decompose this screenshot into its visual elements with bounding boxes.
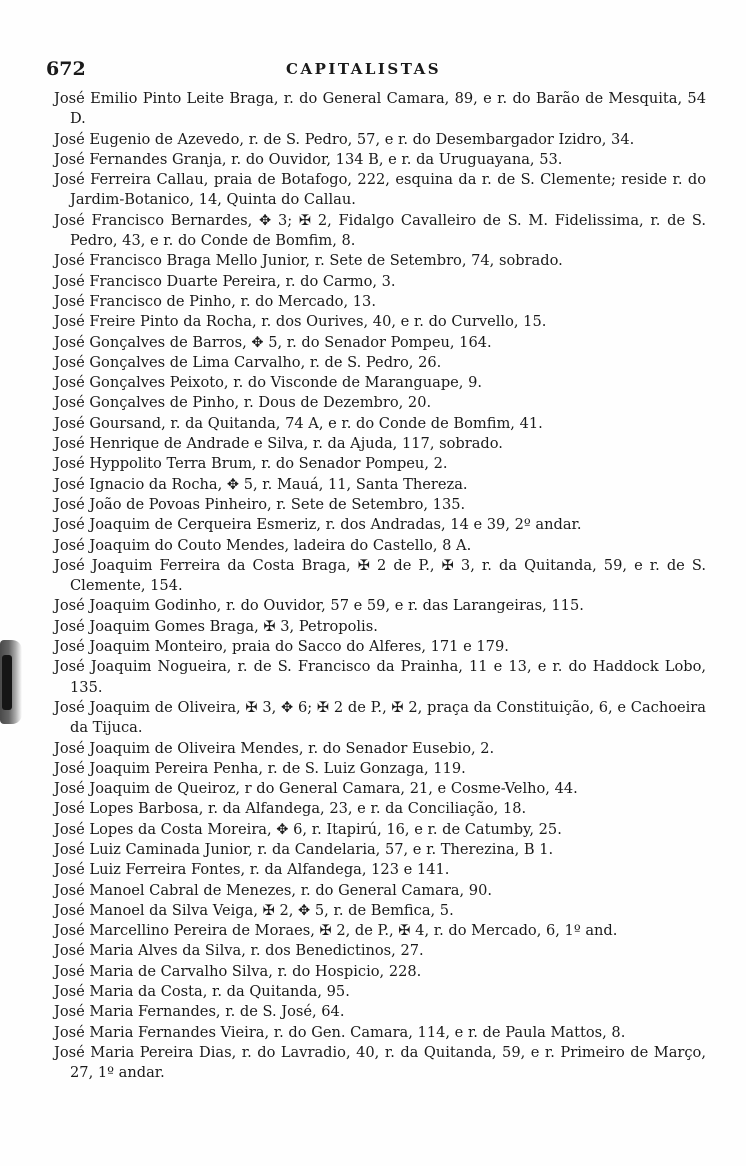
- directory-entry: José Maria Pereira Dias, r. do Lavradio, 40, r. da Quitanda, 59, e r. Primeiro de Março, 27, 1º andar.: [54, 1043, 706, 1082]
- directory-entry: José Gonçalves de Pinho, r. Dous de Dezembro, 20.: [54, 394, 432, 412]
- directory-entry: José Lopes da Costa Moreira, ✥ 6, r. Itapirú, 16, e r. de Catumby, 25.: [54, 820, 562, 838]
- directory-entry: José Marcellino Pereira de Moraes, ✠ 2, de P., ✠ 4, r. do Mercado, 6, 1º and.: [54, 922, 618, 940]
- directory-entry: José Luiz Caminada Junior, r. da Candelaria, 57, e r. Therezina, B 1.: [54, 840, 554, 858]
- running-title: CAPITALISTAS: [286, 60, 442, 78]
- directory-entry: José Gonçalves Peixoto, r. do Visconde de Maranguape, 9.: [54, 374, 482, 392]
- directory-entry: José Goursand, r. da Quitanda, 74 A, e r. do Conde de Bomfim, 41.: [54, 414, 543, 432]
- directory-entry: José Joaquim do Couto Mendes, ladeira do Castello, 8 A.: [54, 536, 472, 554]
- directory-entry: José Joaquim Godinho, r. do Ouvidor, 57 e 59, e r. das Larangeiras, 115.: [54, 597, 584, 615]
- page-header: [46, 58, 696, 82]
- directory-entries: [54, 89, 706, 1084]
- directory-entry: José João de Povoas Pinheiro, r. Sete de Setembro, 135.: [54, 495, 466, 513]
- directory-entry: José Francisco de Pinho, r. do Mercado, 13.: [54, 292, 376, 310]
- directory-entry: José Gonçalves de Lima Carvalho, r. de S. Pedro, 26.: [54, 353, 442, 371]
- directory-entry: José Joaquim Ferreira da Costa Braga, ✠ 2 de P., ✠ 3, r. da Quitanda, 59, e r. de S. Clemente, 154.: [54, 556, 706, 595]
- directory-entry: José Francisco Duarte Pereira, r. do Carmo, 3.: [54, 272, 396, 290]
- directory-entry: José Joaquim Nogueira, r. de S. Francisco da Prainha, 11 e 13, e r. do Haddock Lobo, 135.: [54, 658, 706, 696]
- directory-entry: José Francisco Bernardes, ✥ 3; ✠ 2, Fidalgo Cavalleiro de S. M. Fidelissima, r. de S. Pedro, 43, e r. do Conde de Bomfim, 8.: [54, 211, 706, 250]
- directory-entry: José Manoel Cabral de Menezes, r. do General Camara, 90.: [54, 881, 492, 899]
- directory-entry: José Maria Fernandes, r. de S. José, 64.: [54, 1003, 345, 1021]
- directory-entry: José Maria da Costa, r. da Quitanda, 95.: [54, 983, 350, 1001]
- directory-entry: José Joaquim de Queiroz, r do General Camara, 21, e Cosme-Velho, 44.: [54, 780, 578, 798]
- directory-entry: José Maria de Carvalho Silva, r. do Hospicio, 228.: [54, 962, 422, 980]
- directory-entry: José Joaquim Monteiro, praia do Sacco do Alferes, 171 e 179.: [54, 638, 509, 656]
- directory-entry: José Hyppolito Terra Brum, r. do Senador Pompeu, 2.: [54, 455, 448, 473]
- directory-entry: José Henrique de Andrade e Silva, r. da Ajuda, 117, sobrado.: [54, 435, 503, 453]
- directory-entry: José Fernandes Granja, r. do Ouvidor, 134 B, e r. da Uruguayana, 53.: [54, 150, 563, 168]
- directory-entry: José Joaquim de Cerqueira Esmeriz, r. dos Andradas, 14 e 39, 2º andar.: [54, 516, 582, 534]
- page-number: 672: [46, 58, 86, 80]
- directory-entry: José Joaquim de Oliveira Mendes, r. do Senador Eusebio, 2.: [54, 739, 495, 757]
- directory-entry: José Joaquim Gomes Braga, ✠ 3, Petropolis.: [54, 617, 378, 635]
- directory-entry: José Joaquim de Oliveira, ✠ 3, ✥ 6; ✠ 2 de P., ✠ 2, praça da Constituição, 6, e Cachoeira da Tijuca.: [54, 698, 706, 737]
- directory-entry: José Maria Alves da Silva, r. dos Benedictinos, 27.: [54, 942, 424, 960]
- directory-entry: José Lopes Barbosa, r. da Alfandega, 23, e r. da Conciliação, 18.: [54, 800, 527, 818]
- directory-entry: José Joaquim Pereira Penha, r. de S. Luiz Gonzaga, 119.: [54, 759, 466, 777]
- directory-entry: José Eugenio de Azevedo, r. de S. Pedro, 57, e r. do Desembargador Izidro, 34.: [54, 130, 635, 148]
- directory-entry: José Maria Fernandes Vieira, r. do Gen. Camara, 114, e r. de Paula Mattos, 8.: [54, 1023, 626, 1041]
- directory-entry: José Ferreira Callau, praia de Botafogo, 222, esquina da r. de S. Clemente; reside r. do Jardim-Botanico, 14, Quinta do Callau.: [54, 171, 706, 209]
- directory-entry: José Ignacio da Rocha, ✥ 5, r. Mauá, 11, Santa Thereza.: [54, 475, 468, 493]
- directory-entry: José Emilio Pinto Leite Braga, r. do General Camara, 89, e r. do Barão de Mesquita, 54 D.: [54, 90, 706, 128]
- directory-entry: José Francisco Braga Mello Junior, r. Sete de Setembro, 74, sobrado.: [54, 252, 563, 270]
- directory-entry: José Manoel da Silva Veiga, ✠ 2, ✥ 5, r. de Bemfica, 5.: [54, 901, 454, 919]
- directory-entry: José Gonçalves de Barros, ✥ 5, r. do Senador Pompeu, 164.: [54, 333, 492, 351]
- binding-edge-shadow: [2, 655, 12, 710]
- directory-entry: José Luiz Ferreira Fontes, r. da Alfandega, 123 e 141.: [54, 861, 450, 879]
- directory-entry: José Freire Pinto da Rocha, r. dos Ourives, 40, e r. do Curvello, 15.: [54, 313, 547, 331]
